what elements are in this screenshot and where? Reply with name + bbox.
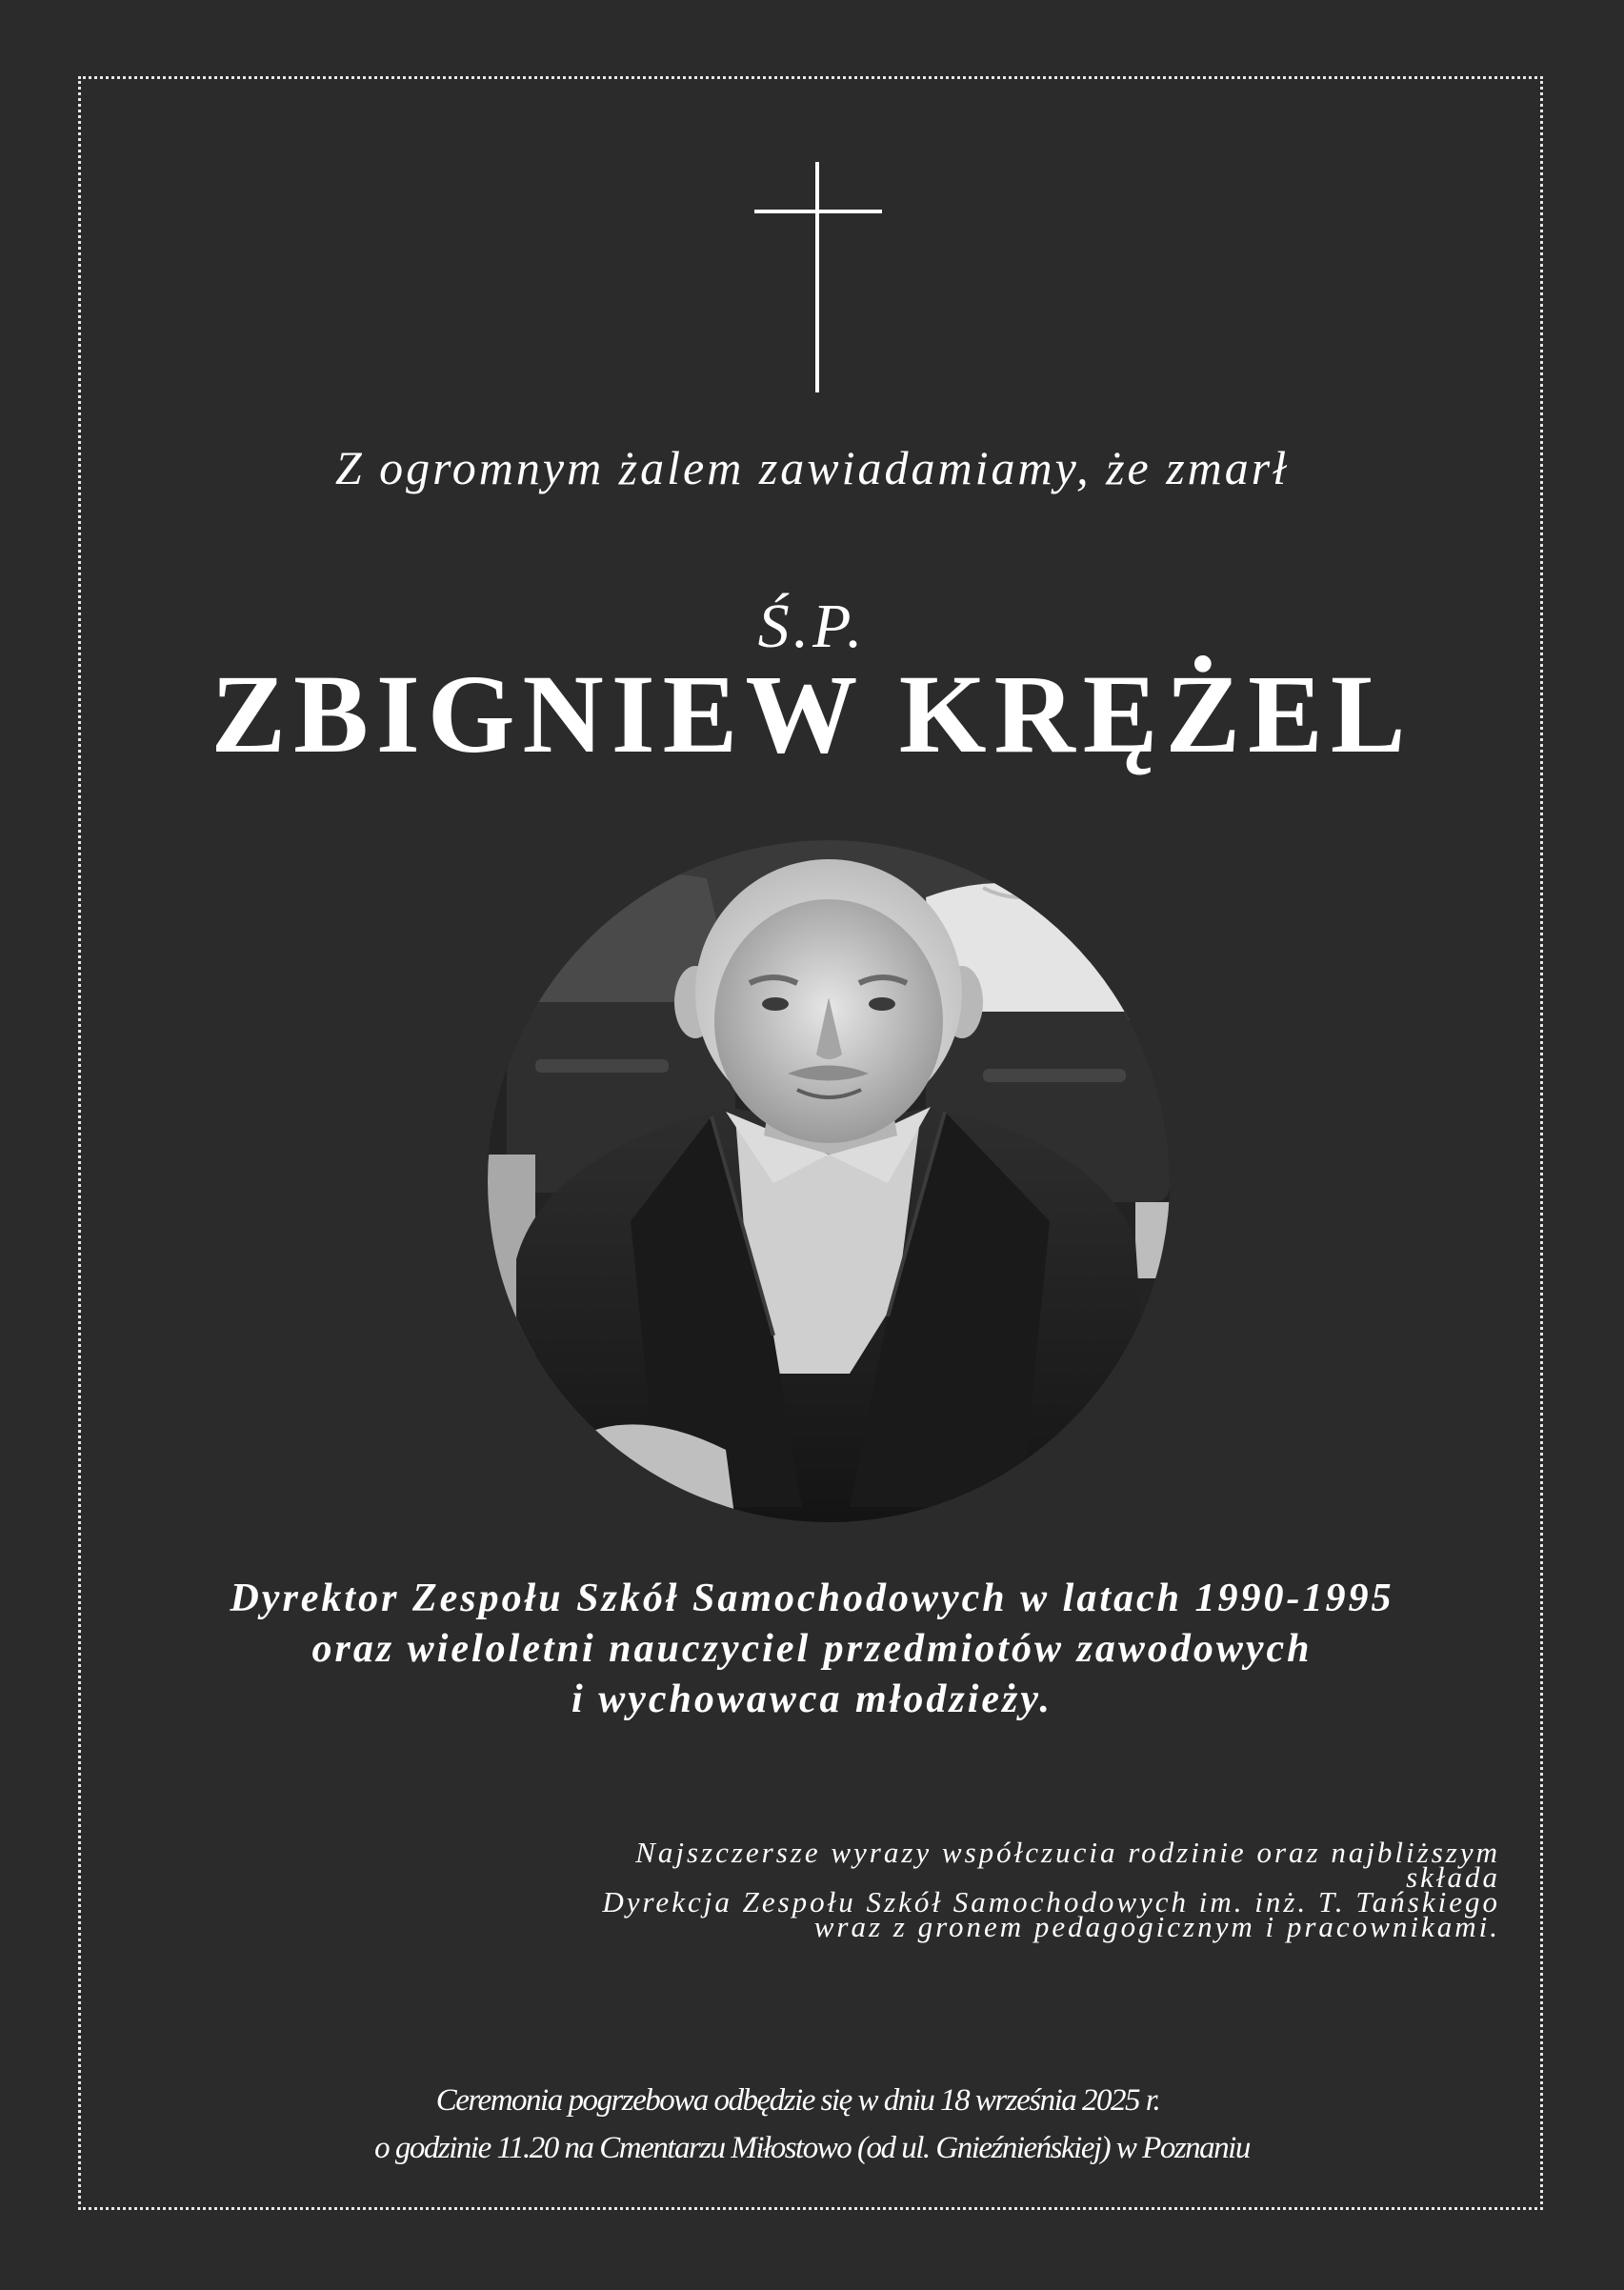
role-description	[0, 1574, 1624, 1725]
cross-icon	[754, 162, 882, 392]
role-line-1: Dyrektor Zespołu Szkół Samochodowych w latach 1990-1995	[230, 1577, 1394, 1620]
prefix-text: Ś.P.	[757, 592, 867, 661]
condolence-line-2: składa	[1406, 1860, 1500, 1894]
condolence-line-3: Dyrekcja Zespołu Szkół Samochodowych im. inż. T. Tańskiego	[602, 1885, 1500, 1918]
condolence-line-4: wraz z gronem pedagogicznym i pracownikami.	[813, 1910, 1500, 1943]
ceremony-info	[0, 2077, 1624, 2172]
role-line-3: i wychowawca młodzieży.	[571, 1677, 1053, 1721]
condolence-text	[452, 1836, 1500, 1943]
intro-text: Z ogromnym żalem zawiadamiamy, że zmarł	[334, 441, 1290, 494]
portrait-photo	[488, 840, 1170, 1522]
deceased-name: ZBIGNIEW KRĘŻEL	[211, 652, 1413, 776]
ceremony-line-2: o godzinie 11.20 na Cmentarzu Miłostowo (od ul. Gnieźnieńskiej) w Poznaniu	[374, 2131, 1250, 2165]
ceremony-line-1: Ceremonia pogrzebowa odbędzie się w dniu 18 września 2025 r.	[435, 2083, 1160, 2118]
condolence-line-1: Najszczersze wyrazy współczucia rodzinie oraz najbliższym	[635, 1836, 1500, 1869]
role-line-2: oraz wieloletni nauczyciel przedmiotów zawodowych	[311, 1627, 1313, 1671]
